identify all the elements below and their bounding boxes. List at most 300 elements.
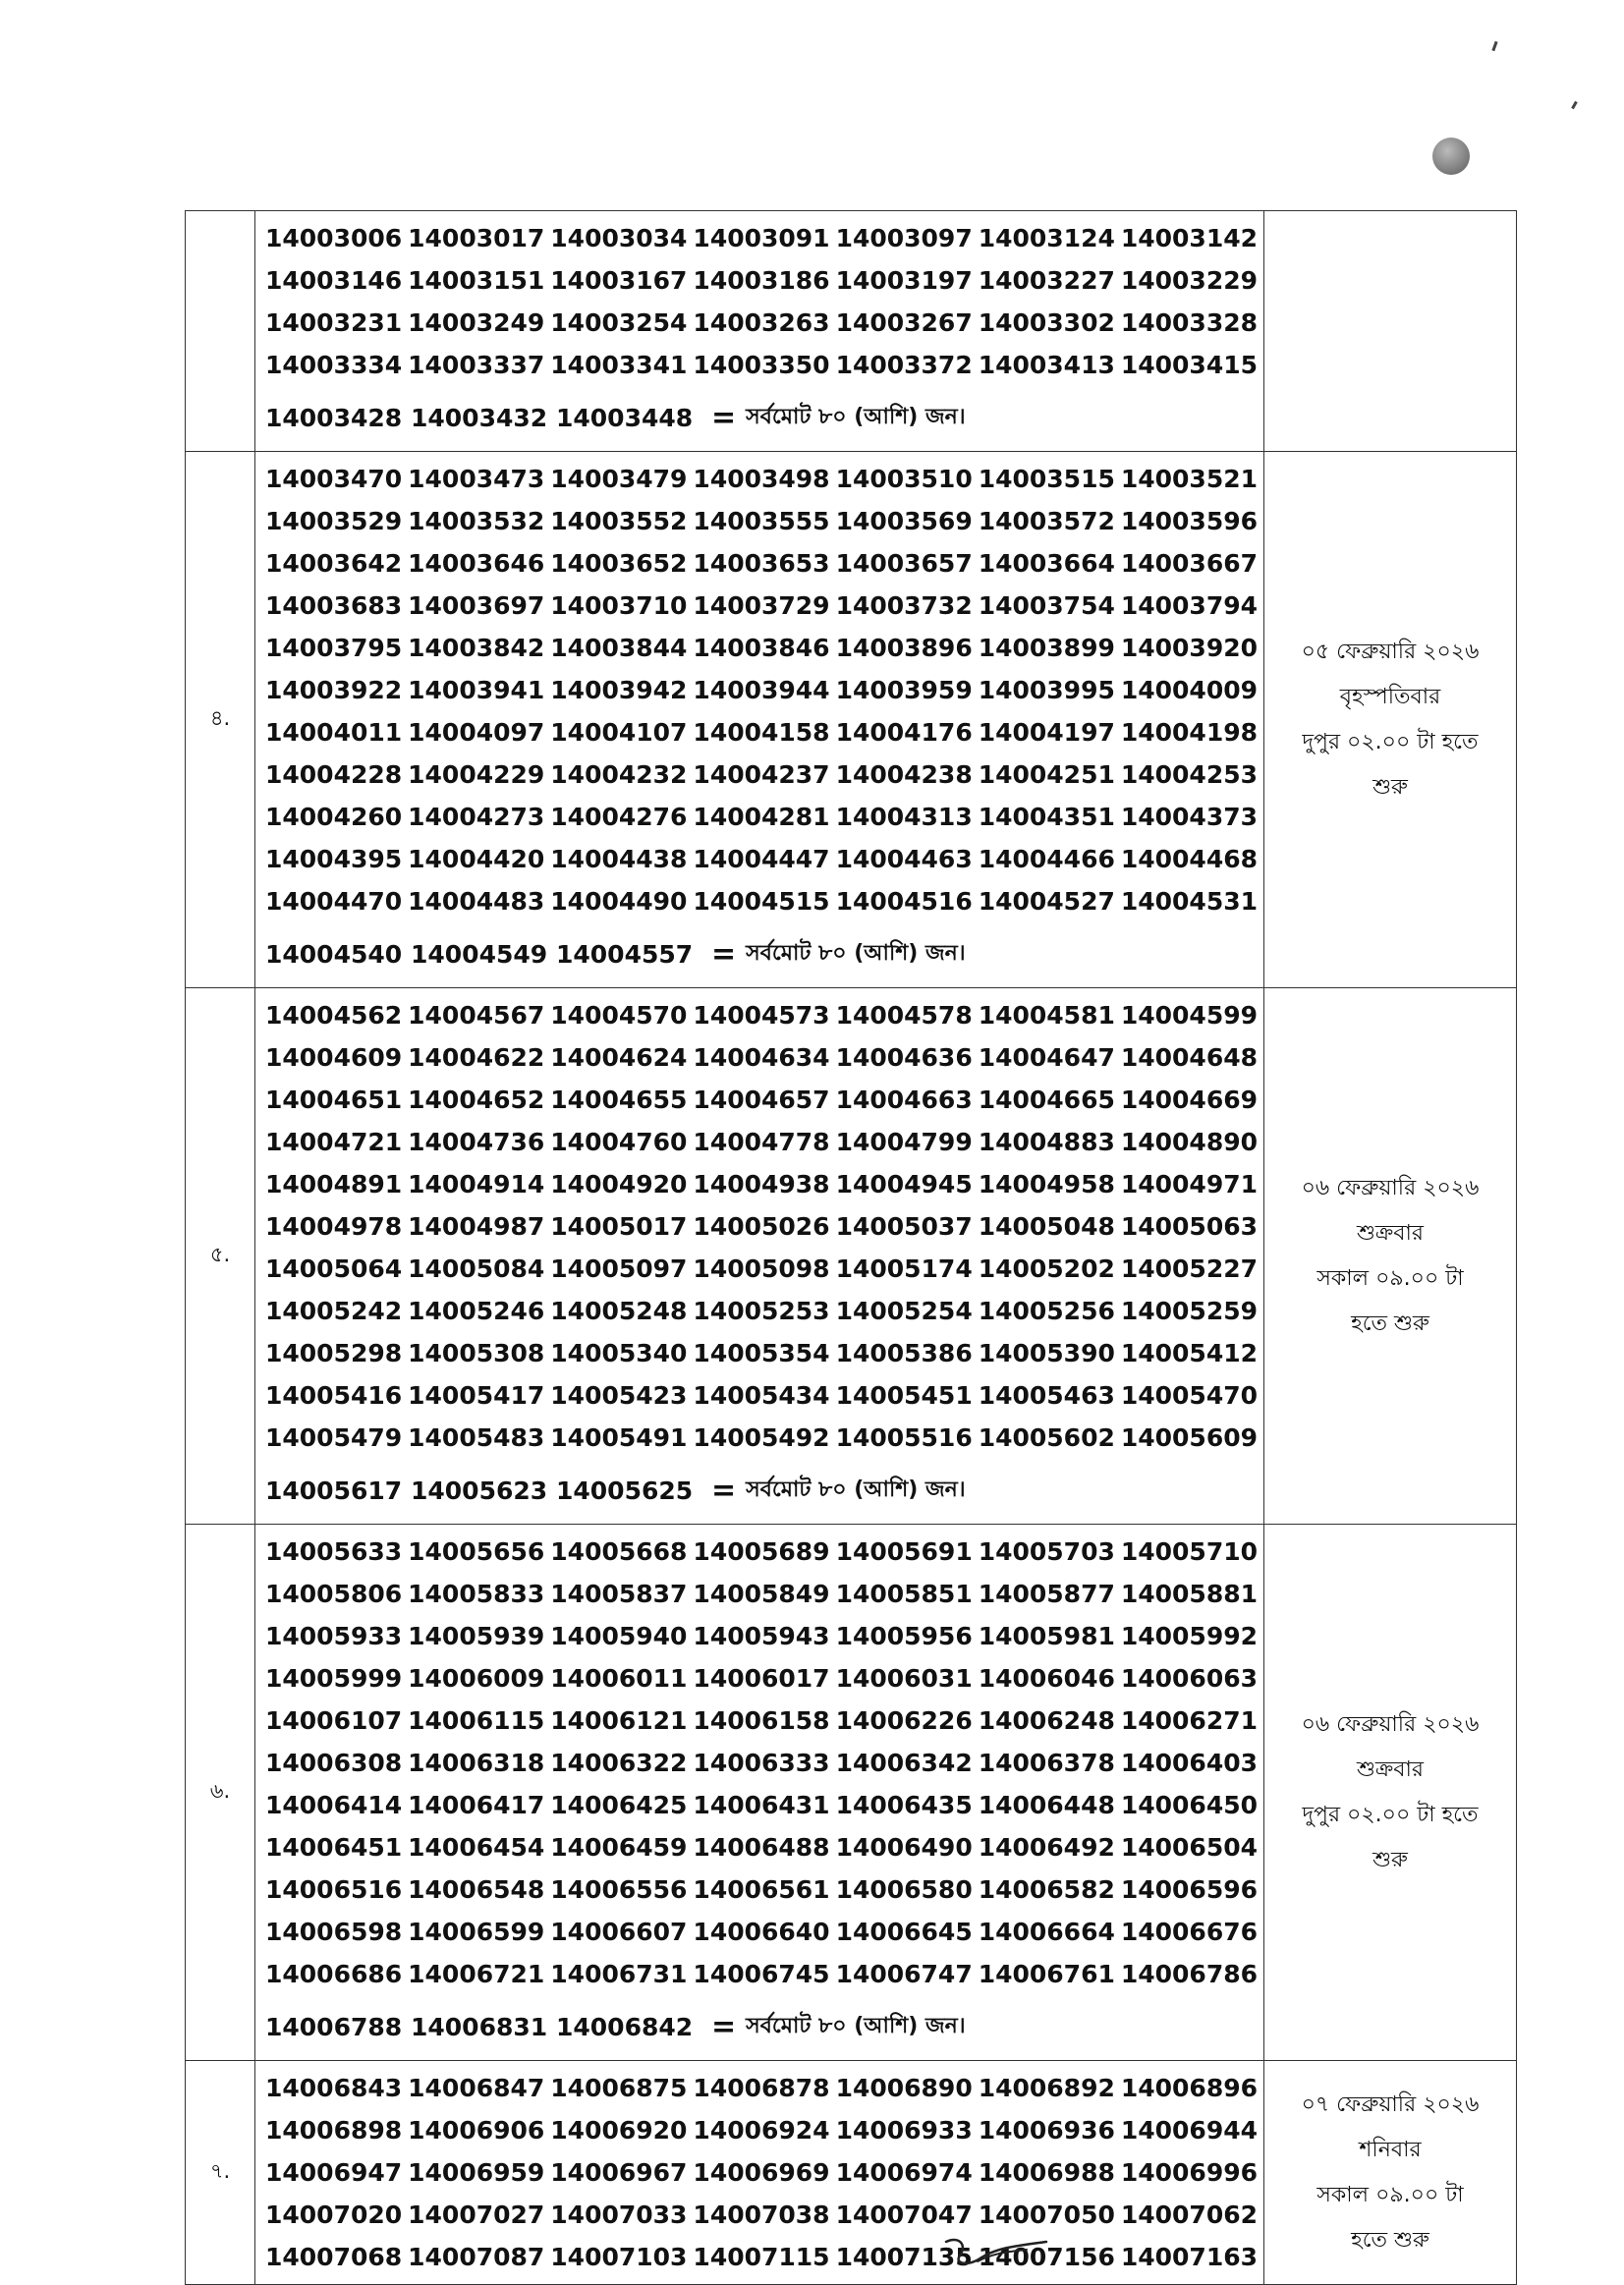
roll-number: 14006676 [1120, 1918, 1259, 1946]
roll-number: 14004622 [408, 1043, 545, 1072]
roll-number: 14006011 [550, 1664, 688, 1693]
roll-number: 14004237 [693, 760, 830, 789]
roll-number: 14005253 [693, 1297, 830, 1325]
roll-number: 14005434 [693, 1381, 830, 1410]
exam-date-time [1264, 211, 1517, 452]
roll-number: 14006435 [835, 1791, 973, 1819]
roll-number: 14006248 [978, 1706, 1115, 1735]
signature-initial [938, 2232, 1056, 2275]
roll-number: 14006403 [1120, 1749, 1259, 1777]
roll-number: 14005933 [265, 1622, 403, 1650]
date-time-line: সকাল ০৯.০০ টা [1316, 1265, 1464, 1291]
roll-number: 14005259 [1120, 1297, 1259, 1325]
roll-number: 14004107 [550, 718, 688, 747]
roll-number: 14005939 [408, 1622, 545, 1650]
roll-number: 14005602 [978, 1423, 1115, 1452]
roll-row [265, 1742, 1263, 1784]
roll-number: 14006488 [693, 1833, 830, 1862]
roll-number: 14003254 [550, 308, 688, 337]
roll-number: 14003428 [265, 403, 403, 432]
roll-number: 14004557 [556, 939, 694, 969]
roll-number: 14004665 [978, 1086, 1115, 1114]
roll-number: 14003337 [408, 351, 545, 379]
date-time-line: ০৬ ফেব্রুয়ারি ২০২৬ [1301, 1711, 1480, 1737]
roll-number: 14006731 [550, 1960, 688, 1988]
roll-number: 14005623 [411, 1476, 548, 1505]
date-time-line: দুপুর ০২.০০ টা হতে [1302, 729, 1479, 754]
roll-number: 14003006 [265, 224, 403, 252]
roll-row [265, 1332, 1263, 1374]
roll-number: 14005609 [1120, 1423, 1259, 1452]
roll-number: 14006664 [978, 1918, 1115, 1946]
roll-number: 14004987 [408, 1212, 545, 1241]
roll-number: 14007033 [550, 2201, 688, 2229]
roll-number: 14005098 [693, 1254, 830, 1283]
roll-number: 14006580 [835, 1875, 973, 1904]
roll-number: 14007156 [978, 2243, 1115, 2271]
roll-number: 14005097 [550, 1254, 688, 1283]
roll-number: 14005940 [550, 1622, 688, 1650]
roll-row [265, 1573, 1263, 1615]
roll-number-list [255, 452, 1264, 988]
exam-date-time [1264, 1525, 1517, 2061]
roll-number: 14003432 [411, 403, 548, 432]
exam-schedule-table [185, 210, 1517, 2285]
roll-number: 14006947 [265, 2158, 403, 2187]
date-time-line: শনিবার [1359, 2137, 1422, 2162]
exam-date-time [1264, 2061, 1517, 2285]
roll-number: 14006598 [265, 1918, 403, 1946]
roll-number: 14003498 [693, 465, 830, 493]
roll-number: 14003249 [408, 308, 545, 337]
roll-row [265, 2151, 1263, 2194]
roll-number: 14006516 [265, 1875, 403, 1904]
roll-number: 14003097 [835, 224, 973, 252]
roll-number: 14004971 [1120, 1170, 1259, 1198]
roll-number: 14003683 [265, 591, 403, 620]
roll-number: 14005037 [835, 1212, 973, 1241]
roll-row-last [265, 1995, 1263, 2054]
roll-number: 14003652 [550, 549, 688, 578]
serial-number: ৫. [186, 988, 255, 1525]
roll-number: 14006847 [408, 2074, 545, 2102]
roll-number: 14003944 [693, 676, 830, 704]
roll-row [265, 1657, 1263, 1700]
roll-number: 14007050 [978, 2201, 1115, 2229]
roll-number: 14003664 [978, 549, 1115, 578]
roll-number: 14004760 [550, 1128, 688, 1156]
schedule-row [186, 452, 1517, 988]
roll-number: 14004466 [978, 845, 1115, 873]
roll-number: 14003596 [1120, 507, 1259, 535]
roll-row [265, 585, 1263, 627]
roll-row-last [265, 922, 1263, 981]
roll-number: 14004447 [693, 845, 830, 873]
roll-number: 14005881 [1120, 1580, 1259, 1608]
roll-number: 14006890 [835, 2074, 973, 2102]
roll-row [265, 1826, 1263, 1868]
roll-number: 14006906 [408, 2116, 545, 2145]
roll-number: 14004273 [408, 803, 545, 831]
roll-number: 14003795 [265, 634, 403, 662]
roll-number: 14004655 [550, 1086, 688, 1114]
date-time-line: শুক্রবার [1356, 1220, 1425, 1246]
roll-number: 14005617 [265, 1476, 403, 1505]
roll-number: 14003372 [835, 351, 973, 379]
roll-number: 14003569 [835, 507, 973, 535]
roll-number: 14003697 [408, 591, 545, 620]
roll-number: 14005423 [550, 1381, 688, 1410]
roll-number: 14003754 [978, 591, 1115, 620]
roll-number: 14005833 [408, 1580, 545, 1608]
roll-number: 14003896 [835, 634, 973, 662]
exam-date-time [1264, 452, 1517, 988]
roll-number: 14003473 [408, 465, 545, 493]
roll-number: 14005806 [265, 1580, 403, 1608]
roll-number: 14004531 [1120, 887, 1259, 916]
roll-number: 14007087 [408, 2243, 545, 2271]
roll-number: 14003034 [550, 224, 688, 252]
roll-number: 14006158 [693, 1706, 830, 1735]
roll-number: 14003941 [408, 676, 545, 704]
roll-number: 14003920 [1120, 634, 1259, 662]
roll-number: 14006448 [978, 1791, 1115, 1819]
roll-number: 14006450 [1120, 1791, 1259, 1819]
roll-number: 14003413 [978, 351, 1115, 379]
roll-number: 14007115 [693, 2243, 830, 2271]
date-time-line: শুরু [1372, 1847, 1408, 1872]
roll-number: 14003328 [1120, 308, 1259, 337]
roll-number: 14006988 [978, 2158, 1115, 2187]
roll-number: 14005298 [265, 1339, 403, 1367]
roll-row [265, 1121, 1263, 1163]
roll-number: 14007135 [835, 2243, 973, 2271]
roll-number: 14006115 [408, 1706, 545, 1735]
roll-number: 14005703 [978, 1537, 1115, 1566]
roll-number: 14006761 [978, 1960, 1115, 1988]
roll-number: 14005308 [408, 1339, 545, 1367]
roll-number: 14004920 [550, 1170, 688, 1198]
roll-row [265, 2236, 1263, 2278]
roll-number: 14006920 [550, 2116, 688, 2145]
roll-number: 14003263 [693, 308, 830, 337]
roll-number: 14006933 [835, 2116, 973, 2145]
roll-number: 14004229 [408, 760, 545, 789]
roll-number: 14004198 [1120, 718, 1259, 747]
roll-number-list [255, 988, 1264, 1525]
roll-number: 14004438 [550, 845, 688, 873]
roll-number: 14007163 [1120, 2243, 1259, 2271]
roll-number: 14007047 [835, 2201, 973, 2229]
roll-number: 14006322 [550, 1749, 688, 1777]
roll-number: 14005837 [550, 1580, 688, 1608]
roll-row [265, 2067, 1263, 2109]
roll-number: 14004009 [1120, 676, 1259, 704]
roll-number: 14007020 [265, 2201, 403, 2229]
roll-number: 14005479 [265, 1423, 403, 1452]
equals-sign: = [711, 2009, 737, 2044]
roll-number: 14005386 [835, 1339, 973, 1367]
roll-number: 14004515 [693, 887, 830, 916]
roll-number: 14004527 [978, 887, 1115, 916]
roll-number: 14004778 [693, 1128, 830, 1156]
roll-number: 14006031 [835, 1664, 973, 1693]
roll-number: 14006414 [265, 1791, 403, 1819]
roll-number: 14003653 [693, 549, 830, 578]
scan-mark [1571, 101, 1578, 109]
roll-number: 14006454 [408, 1833, 545, 1862]
roll-number: 14006596 [1120, 1875, 1259, 1904]
roll-number: 14006561 [693, 1875, 830, 1904]
schedule-row [186, 988, 1517, 1525]
roll-number: 14003302 [978, 308, 1115, 337]
roll-number: 14004648 [1120, 1043, 1259, 1072]
roll-number: 14003267 [835, 308, 973, 337]
roll-number: 14003415 [1120, 351, 1259, 379]
roll-number: 14006451 [265, 1833, 403, 1862]
roll-number: 14003995 [978, 676, 1115, 704]
roll-number: 14006417 [408, 1791, 545, 1819]
roll-number: 14004652 [408, 1086, 545, 1114]
equals-sign: = [711, 936, 737, 972]
scan-mark [1491, 41, 1497, 51]
roll-number: 14005656 [408, 1537, 545, 1566]
roll-number: 14003091 [693, 224, 830, 252]
roll-number: 14006892 [978, 2074, 1115, 2102]
roll-number: 14004176 [835, 718, 973, 747]
date-time-line: ০৫ ফেব্রুয়ারি ২০২৬ [1301, 639, 1480, 664]
roll-number: 14005254 [835, 1297, 973, 1325]
roll-number: 14006046 [978, 1664, 1115, 1693]
roll-number: 14004197 [978, 718, 1115, 747]
roll-number: 14005999 [265, 1664, 403, 1693]
roll-number: 14004581 [978, 1001, 1115, 1030]
roll-number: 14003167 [550, 266, 688, 295]
roll-row [265, 669, 1263, 711]
roll-number: 14006944 [1120, 2116, 1259, 2145]
roll-number: 14004883 [978, 1128, 1115, 1156]
roll-number: 14005625 [556, 1476, 694, 1505]
roll-number: 14003646 [408, 549, 545, 578]
roll-number: 14006308 [265, 1749, 403, 1777]
roll-number: 14006645 [835, 1918, 973, 1946]
roll-number: 14003515 [978, 465, 1115, 493]
roll-number: 14003186 [693, 266, 830, 295]
roll-number: 14006640 [693, 1918, 830, 1946]
date-time-line: হতে শুরু [1351, 1310, 1429, 1336]
roll-number: 14004891 [265, 1170, 403, 1198]
roll-number: 14005048 [978, 1212, 1115, 1241]
roll-number: 14004490 [550, 887, 688, 916]
roll-number: 14004799 [835, 1128, 973, 1156]
roll-row [265, 2109, 1263, 2151]
roll-number: 14006271 [1120, 1706, 1259, 1735]
roll-number: 14006492 [978, 1833, 1115, 1862]
roll-row [265, 880, 1263, 922]
roll-number: 14006333 [693, 1749, 830, 1777]
schedule-body [186, 211, 1517, 2285]
roll-number: 14003521 [1120, 465, 1259, 493]
total-count: সর্বমোট ৮০ (আশি) জন। [746, 2013, 966, 2038]
roll-number-list [255, 2061, 1264, 2285]
roll-number: 14006875 [550, 2074, 688, 2102]
roll-number: 14005992 [1120, 1622, 1259, 1650]
roll-number: 14005026 [693, 1212, 830, 1241]
roll-number: 14006747 [835, 1960, 973, 1988]
roll-number: 14004657 [693, 1086, 830, 1114]
roll-row [265, 994, 1263, 1036]
roll-number: 14005943 [693, 1622, 830, 1650]
roll-number: 14004599 [1120, 1001, 1259, 1030]
roll-number: 14004470 [265, 887, 403, 916]
roll-number: 14004011 [265, 718, 403, 747]
roll-row [265, 1911, 1263, 1953]
roll-number: 14006226 [835, 1706, 973, 1735]
roll-row [265, 217, 1263, 259]
roll-row [265, 1417, 1263, 1459]
roll-number: 14004276 [550, 803, 688, 831]
roll-number: 14003642 [265, 549, 403, 578]
roll-row [265, 1374, 1263, 1417]
roll-row [265, 2194, 1263, 2236]
roll-number: 14003197 [835, 266, 973, 295]
roll-number: 14006721 [408, 1960, 545, 1988]
roll-row [265, 1290, 1263, 1332]
roll-number: 14005491 [550, 1423, 688, 1452]
roll-number: 14005691 [835, 1537, 973, 1566]
roll-number: 14006878 [693, 2074, 830, 2102]
roll-number: 14005227 [1120, 1254, 1259, 1283]
roll-number: 14004663 [835, 1086, 973, 1114]
roll-number: 14006342 [835, 1749, 973, 1777]
roll-number: 14005256 [978, 1297, 1115, 1325]
date-time-line: দুপুর ০২.০০ টা হতে [1302, 1802, 1479, 1827]
roll-number: 14003710 [550, 591, 688, 620]
roll-number: 14005981 [978, 1622, 1115, 1650]
roll-number: 14007027 [408, 2201, 545, 2229]
roll-number: 14006009 [408, 1664, 545, 1693]
roll-number: 14004721 [265, 1128, 403, 1156]
roll-number: 14003959 [835, 676, 973, 704]
date-time-line: শুক্রবার [1356, 1756, 1425, 1782]
roll-number: 14003552 [550, 507, 688, 535]
roll-number: 14006745 [693, 1960, 830, 1988]
roll-number: 14003142 [1120, 224, 1259, 252]
serial-number: ৬. [186, 1525, 255, 2061]
roll-number: 14004567 [408, 1001, 545, 1030]
roll-number: 14006017 [693, 1664, 830, 1693]
roll-number: 14004562 [265, 1001, 403, 1030]
roll-number: 14006459 [550, 1833, 688, 1862]
roll-number: 14003151 [408, 266, 545, 295]
roll-number: 14004651 [265, 1086, 403, 1114]
roll-number: 14003334 [265, 351, 403, 379]
roll-number: 14006786 [1120, 1960, 1259, 1988]
roll-number: 14003729 [693, 591, 830, 620]
roll-number: 14004232 [550, 760, 688, 789]
roll-number: 14006967 [550, 2158, 688, 2187]
roll-row [265, 1784, 1263, 1826]
roll-number: 14004978 [265, 1212, 403, 1241]
equals-sign: = [711, 1473, 737, 1508]
roll-number: 14004624 [550, 1043, 688, 1072]
roll-number: 14007038 [693, 2201, 830, 2229]
roll-number: 14003667 [1120, 549, 1259, 578]
roll-row-last [265, 1459, 1263, 1518]
roll-row [265, 1163, 1263, 1205]
total-count: সর্বমোট ৮০ (আশি) জন। [746, 1477, 966, 1502]
roll-number: 14003942 [550, 676, 688, 704]
roll-row [265, 627, 1263, 669]
roll-number: 14004260 [265, 803, 403, 831]
roll-number: 14004351 [978, 803, 1115, 831]
roll-row [265, 500, 1263, 542]
roll-number: 14003846 [693, 634, 830, 662]
date-time-line: সকাল ০৯.০০ টা [1316, 2182, 1464, 2207]
roll-number: 14003231 [265, 308, 403, 337]
roll-number: 14004483 [408, 887, 545, 916]
date-time-line: ০৬ ফেব্রুয়ারি ২০২৬ [1301, 1175, 1480, 1200]
roll-number: 14004097 [408, 718, 545, 747]
roll-number: 14005849 [693, 1580, 830, 1608]
total-count: সর্বমোট ৮০ (আশি) জন। [746, 940, 966, 966]
roll-row [265, 259, 1263, 302]
roll-number: 14004158 [693, 718, 830, 747]
serial-number: ৭. [186, 2061, 255, 2285]
roll-number: 14003899 [978, 634, 1115, 662]
roll-number: 14005174 [835, 1254, 973, 1283]
roll-number: 14004516 [835, 887, 973, 916]
roll-number: 14006431 [693, 1791, 830, 1819]
roll-row [265, 1205, 1263, 1248]
roll-number: 14003124 [978, 224, 1115, 252]
roll-number: 14004540 [265, 939, 403, 969]
roll-number: 14006378 [978, 1749, 1115, 1777]
roll-number: 14004373 [1120, 803, 1259, 831]
serial-number [186, 211, 255, 452]
roll-number: 14004914 [408, 1170, 545, 1198]
roll-number: 14004736 [408, 1128, 545, 1156]
roll-number: 14006959 [408, 2158, 545, 2187]
roll-number: 14004570 [550, 1001, 688, 1030]
roll-number: 14005416 [265, 1381, 403, 1410]
roll-number: 14004313 [835, 803, 973, 831]
roll-number: 14005633 [265, 1537, 403, 1566]
roll-number: 14003350 [693, 351, 830, 379]
roll-row [265, 1248, 1263, 1290]
roll-row [265, 1700, 1263, 1742]
roll-number: 14006063 [1120, 1664, 1259, 1693]
equals-sign: = [711, 400, 737, 435]
roll-row [265, 838, 1263, 880]
roll-number: 14003732 [835, 591, 973, 620]
serial-number: ৪. [186, 452, 255, 988]
roll-number: 14006607 [550, 1918, 688, 1946]
roll-number: 14003657 [835, 549, 973, 578]
roll-number: 14003448 [556, 403, 694, 432]
roll-number: 14005689 [693, 1537, 830, 1566]
roll-number: 14006843 [265, 2074, 403, 2102]
roll-number: 14005248 [550, 1297, 688, 1325]
roll-number: 14003794 [1120, 591, 1259, 620]
roll-number: 14003842 [408, 634, 545, 662]
roll-number: 14006504 [1120, 1833, 1259, 1862]
roll-number: 14006582 [978, 1875, 1115, 1904]
roll-number: 14005492 [693, 1423, 830, 1452]
roll-row [265, 344, 1263, 386]
roll-number: 14004281 [693, 803, 830, 831]
roll-number: 14006896 [1120, 2074, 1259, 2102]
